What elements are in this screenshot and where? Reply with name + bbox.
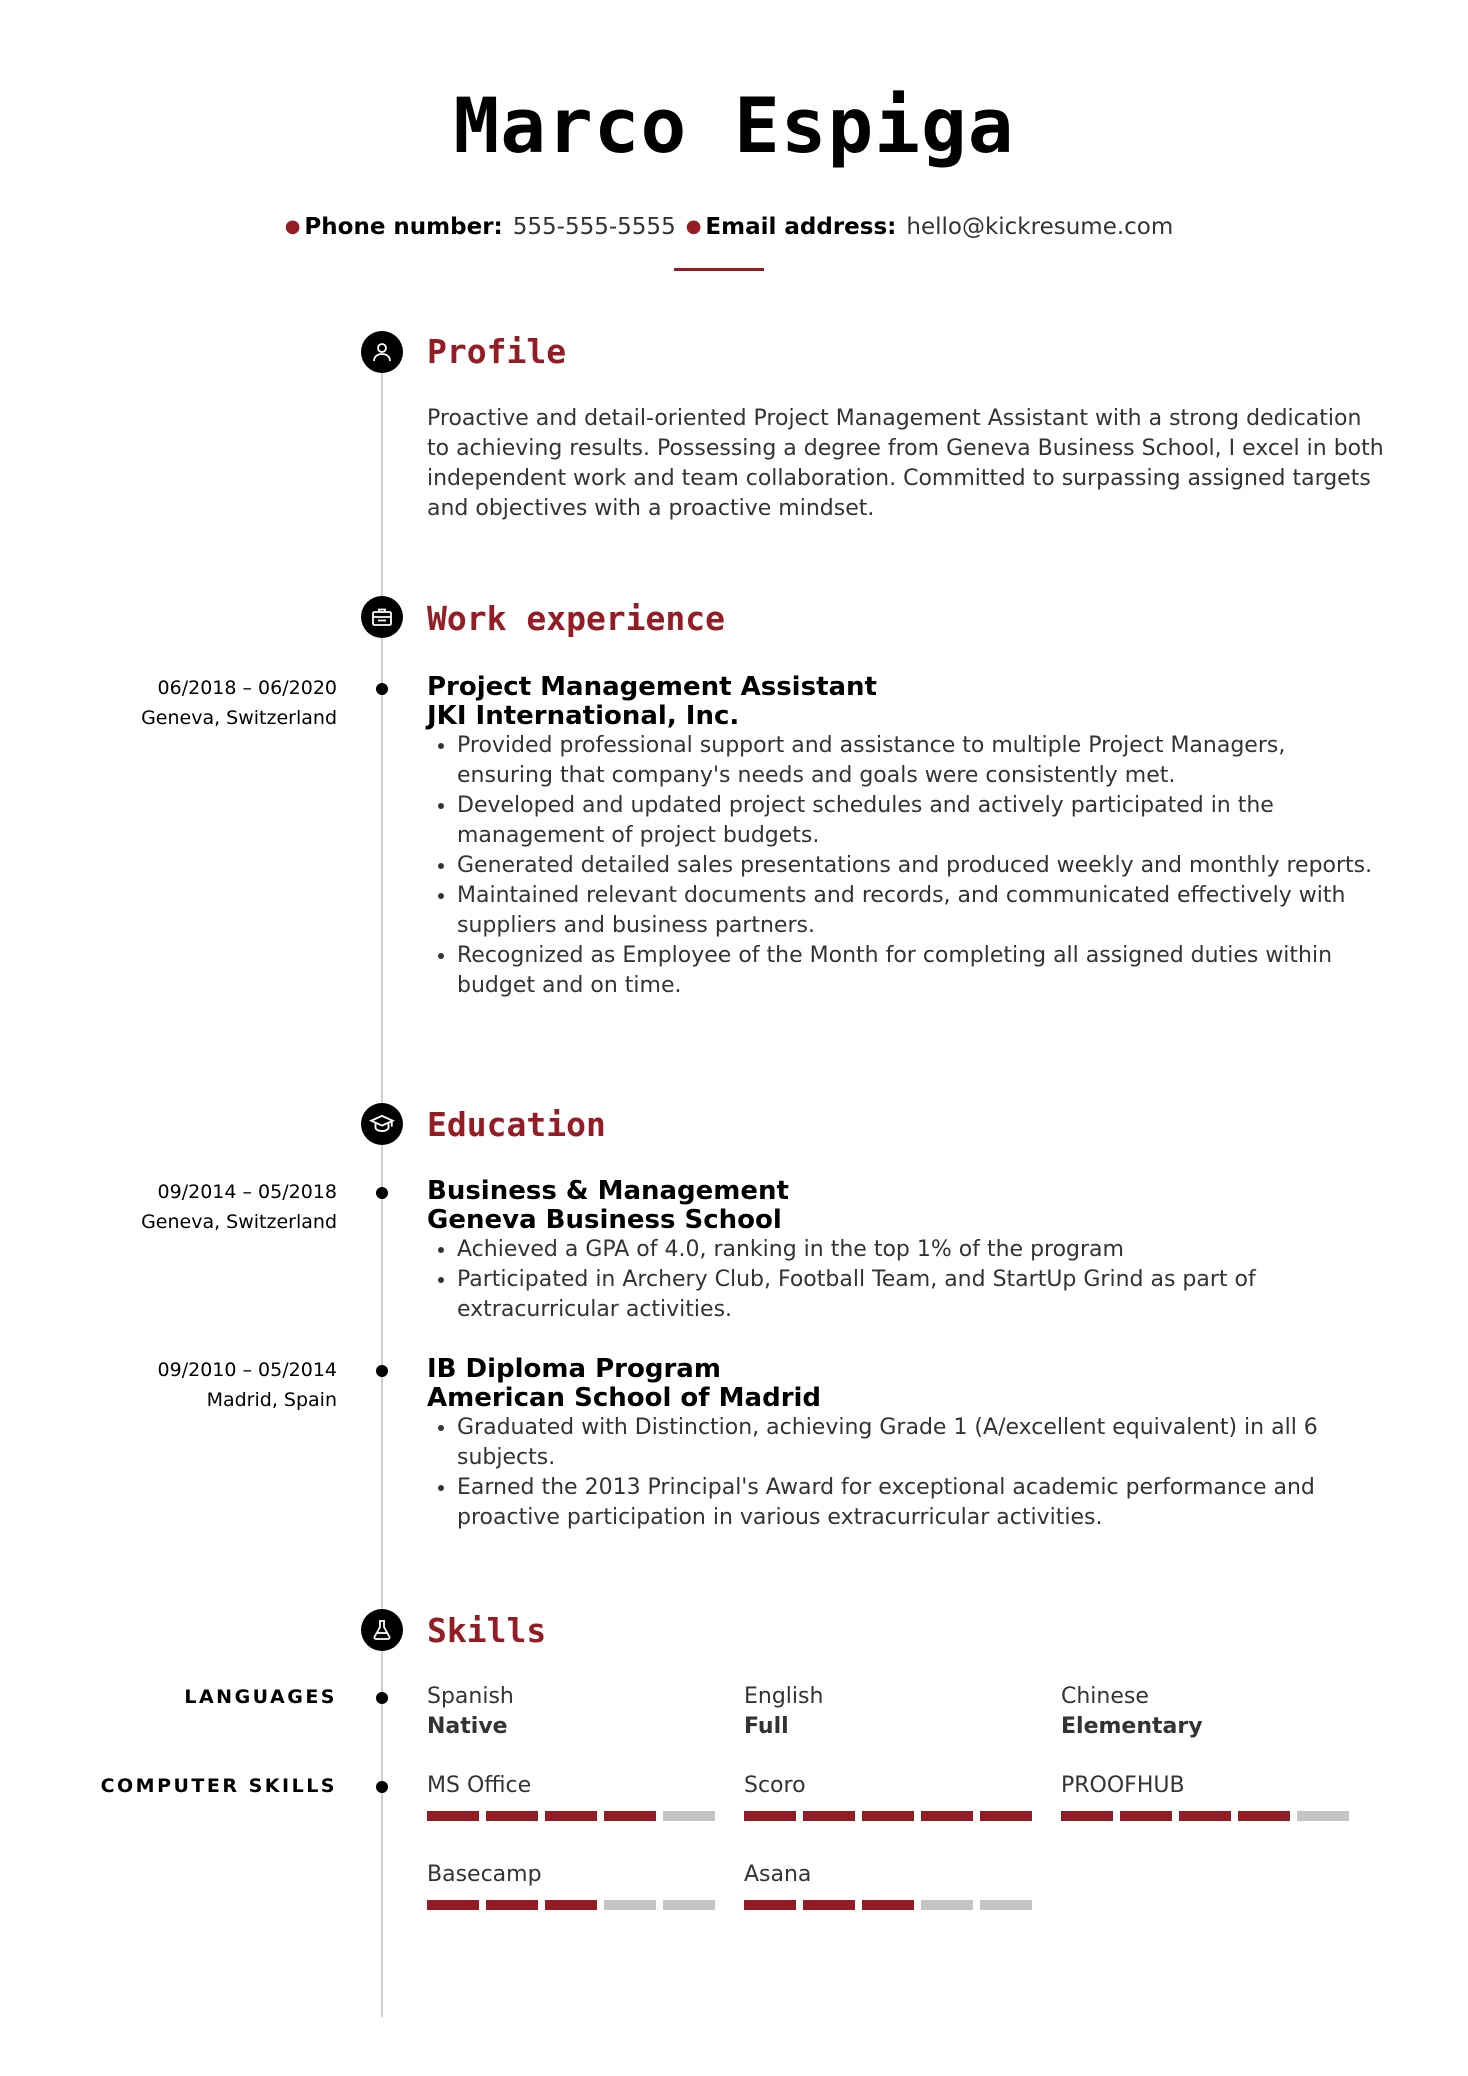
date-range: 06/2018 – 06/2020 (157, 677, 337, 699)
timeline-dot (376, 1692, 388, 1704)
rating-segment (744, 1900, 796, 1910)
rating-segment (803, 1811, 855, 1821)
education-bullets (427, 1413, 1377, 1533)
rating-segment (862, 1900, 914, 1910)
rating-segment (921, 1900, 973, 1910)
rating-segment (744, 1811, 796, 1821)
list-item: • Developed and updated project schedules and actively participated in the management of project budgets. (457, 791, 1377, 851)
skill-name: Asana (744, 1862, 812, 1887)
language-item (427, 1682, 514, 1742)
list-item: • Generated detailed sales presentations and produced weekly and monthly reports. (457, 851, 1377, 881)
header-divider (674, 268, 764, 271)
degree-title: Business & Management (427, 1176, 789, 1206)
graduation-cap-icon (361, 1103, 403, 1145)
rating-segment (862, 1811, 914, 1821)
rating-segment (604, 1811, 656, 1821)
phone-value: 555-555-5555 (512, 214, 676, 240)
rating-segment (980, 1811, 1032, 1821)
education-entry-dates (141, 1177, 337, 1237)
timeline-dot (376, 1365, 388, 1377)
rating-segment (486, 1811, 538, 1821)
skill-name: Scoro (744, 1773, 806, 1798)
computer-skills-label: COMPUTER SKILLS (100, 1775, 337, 1797)
skill-rating-bar (1061, 1811, 1349, 1821)
rating-segment (1179, 1811, 1231, 1821)
bullet-icon: ● (685, 216, 702, 237)
work-entry (427, 673, 1377, 1001)
user-icon (361, 331, 403, 373)
list-item: • Maintained relevant documents and records, and communicated effectively with suppliers and business partners. (457, 881, 1377, 941)
email-label: Email address: (705, 214, 897, 240)
company-name: JKI International, Inc. (427, 701, 740, 731)
computer-skill-item (1061, 1771, 1349, 1821)
work-entry-dates (141, 673, 337, 733)
rating-segment (980, 1900, 1032, 1910)
rating-segment (545, 1900, 597, 1910)
list-item: • Provided professional support and assistance to multiple Project Managers, ensuring that company's needs and goals were consistently met. (457, 731, 1377, 791)
location: Madrid, Spain (206, 1389, 337, 1411)
computer-skill-item (427, 1771, 715, 1821)
rating-segment (803, 1900, 855, 1910)
section-title-skills: Skills (427, 1611, 547, 1650)
rating-segment (921, 1811, 973, 1821)
school-name: American School of Madrid (427, 1383, 822, 1413)
rating-segment (1238, 1811, 1290, 1821)
school-name: Geneva Business School (427, 1205, 782, 1235)
computer-skill-item (744, 1771, 1032, 1821)
skill-name: Basecamp (427, 1862, 542, 1887)
computer-skill-item (744, 1860, 1032, 1910)
section-title-work: Work experience (427, 599, 726, 638)
language-name: Chinese (1061, 1684, 1149, 1709)
location: Geneva, Switzerland (141, 707, 337, 729)
skill-rating-bar (427, 1811, 715, 1821)
skill-rating-bar (744, 1811, 1032, 1821)
computer-skill-item (427, 1860, 715, 1910)
education-entry-dates (158, 1355, 337, 1415)
timeline-dot (376, 1187, 388, 1199)
date-range: 09/2014 – 05/2018 (157, 1181, 337, 1203)
job-title: Project Management Assistant (427, 672, 877, 702)
degree-title: IB Diploma Program (427, 1354, 721, 1384)
section-title-profile: Profile (427, 332, 567, 371)
skill-rating-bar (744, 1900, 1032, 1910)
timeline-dot (376, 1781, 388, 1793)
rating-segment (486, 1900, 538, 1910)
rating-segment (545, 1811, 597, 1821)
rating-segment (1120, 1811, 1172, 1821)
contact-line (0, 212, 1468, 242)
list-item: • Achieved a GPA of 4.0, ranking in the top 1% of the program (457, 1235, 1377, 1265)
language-item (744, 1682, 823, 1742)
rating-segment (1297, 1811, 1349, 1821)
phone-label: Phone number: (304, 214, 503, 240)
languages-label: LANGUAGES (184, 1686, 337, 1708)
language-level: Elementary (1061, 1714, 1203, 1739)
list-item: • Earned the 2013 Principal's Award for exceptional academic performance and proactive participation in various extracurricular activities. (457, 1473, 1377, 1533)
list-item: • Recognized as Employee of the Month for completing all assigned duties within budget and on time. (457, 941, 1377, 1001)
section-title-education: Education (427, 1105, 606, 1144)
timeline-dot (376, 683, 388, 695)
language-name: English (744, 1684, 824, 1709)
rating-segment (1061, 1811, 1113, 1821)
skill-rating-bar (427, 1900, 715, 1910)
education-entry (427, 1177, 1377, 1325)
bullet-icon: ● (284, 216, 301, 237)
work-bullets (427, 731, 1377, 1001)
language-name: Spanish (427, 1684, 514, 1709)
language-item (1061, 1682, 1203, 1742)
date-range: 09/2010 – 05/2014 (157, 1359, 337, 1381)
skill-name: MS Office (427, 1773, 532, 1798)
flask-icon (361, 1609, 403, 1651)
candidate-name: Marco Espiga (453, 81, 1015, 170)
rating-segment (427, 1811, 479, 1821)
profile-text: Proactive and detail-oriented Project Management Assistant with a strong dedication to achieving results. Possessing a degree from Geneva Business School, I excel in both independent work and team collaboration. Committed to surpassing assigned targets and objectives with a proactive mindset. (427, 406, 1384, 521)
skill-name: PROOFHUB (1061, 1773, 1185, 1798)
language-level: Native (427, 1714, 508, 1739)
language-level: Full (744, 1714, 789, 1739)
list-item: • Graduated with Distinction, achieving Grade 1 (A/excellent equivalent) in all 6 subjects. (457, 1413, 1377, 1473)
rating-segment (663, 1811, 715, 1821)
rating-segment (604, 1900, 656, 1910)
list-item: • Participated in Archery Club, Football Team, and StartUp Grind as part of extracurricular activities. (457, 1265, 1377, 1325)
location: Geneva, Switzerland (141, 1211, 337, 1233)
education-bullets (427, 1235, 1377, 1325)
education-entry (427, 1355, 1377, 1533)
rating-segment (663, 1900, 715, 1910)
email-value: hello@kickresume.com (906, 214, 1174, 240)
briefcase-icon (361, 596, 403, 638)
rating-segment (427, 1900, 479, 1910)
